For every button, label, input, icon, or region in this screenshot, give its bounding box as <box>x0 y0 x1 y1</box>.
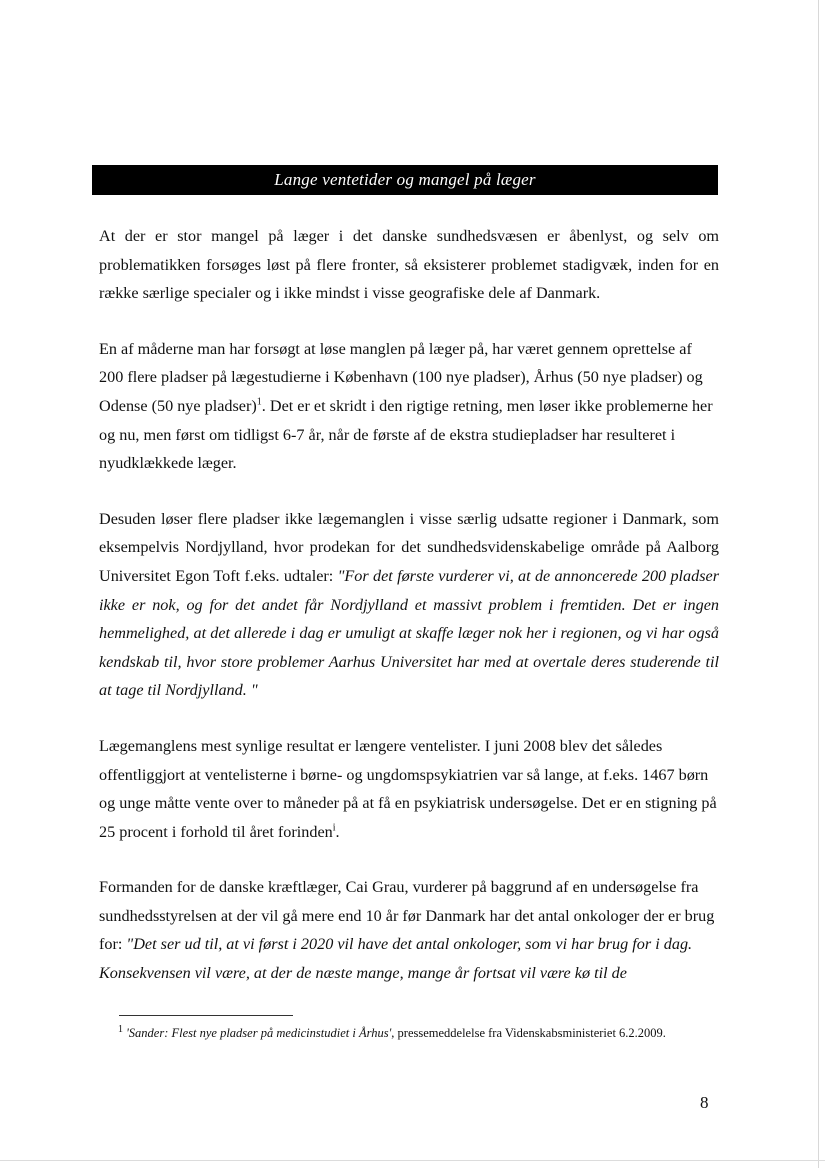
scan-edge-line <box>0 1160 825 1161</box>
paragraph-text: . Det er et skridt i den rigtige retning, men løser ikke problemerne her og nu, men først om tidligst 6-7 år, når de første af de ekstra studiepladser har resulteret i nyudklækkede læger. <box>99 396 713 473</box>
quote-text: "Det ser ud til, at vi først i 2020 vil have det antal onkologer, som vi har brug for i dag. Konsekvensen vil være, at der de næste mange, mange år fortsat vil være kø til de <box>99 935 693 983</box>
footnote-separator <box>119 1015 293 1016</box>
paragraph-text: At der er stor mangel på læger i det danske sundhedsvæsen er åbenlyst, og selv om problematikken forsøges løst på flere fronter, så eksisterer problemet stadigvæk, inden for en række særlige specialer og i ikke mindst i visse geografiske dele af Danmark. <box>99 227 719 303</box>
paragraph-1 <box>99 222 719 308</box>
section-heading: Lange ventetider og mangel på læger <box>92 165 718 195</box>
body-text <box>99 222 719 1015</box>
paragraph-text: Lægemanglens mest synlige resultat er længere ventelister. I juni 2008 blev det således offentliggjort at ventelisterne i børne- og ungdomspsykiatrien var så lange, at f.eks. 1467 børn og unge måtte vente over to måneder på at få en psykiatrisk undersøgelse. Det er en stigning på 25 procent i forhold til året forinden <box>99 736 717 841</box>
footnote-text: , pressemeddelelse fra Videnskabsministeriet 6.2.2009. <box>391 1026 666 1040</box>
endnote-ref: i <box>332 822 336 834</box>
footnote <box>118 1025 738 1041</box>
paragraph-text: . <box>335 822 340 841</box>
paragraph-text: Desuden løser flere pladser ikke lægemanglen i visse særlig udsatte regioner i Danmark, som eksempelvis Nordjylland, hvor prodekan for det sundhedsvidenskabelige område på Aalborg Universitet Egon Toft f.eks. udtaler: <box>99 509 719 585</box>
paragraph-2 <box>99 335 719 478</box>
footnote-ref: 1 <box>256 396 262 408</box>
paragraph-4 <box>99 732 719 846</box>
paragraph-5 <box>99 873 719 987</box>
footnote-marker: 1 <box>118 1023 123 1035</box>
paragraph-text: Formanden for de danske kræftlæger, Cai Grau, vurderer på baggrund af en undersøgelse fra sundhedsstyrelsen at der vil gå mere end 10 år før Danmark har det antal onkologer der er brug for: <box>99 878 715 954</box>
scan-edge-line <box>818 0 819 1168</box>
page-number: 8 <box>700 1093 709 1112</box>
quote-text: "For det første vurderer vi, at de annoncerede 200 pladser ikke er nok, og for det andet får Nordjylland et massivt problem i fremtiden. Det er ingen hemmelighed, at det allerede i dag er umuligt at skaffe læger nok her i regionen, og vi har også kendskab til, hvor store problemer Aarhus Universitet har med at overtale deres studerende til at tage til Nordjylland. " <box>99 566 720 700</box>
paragraph-3 <box>99 505 719 705</box>
paragraph-text: En af måderne man har forsøgt at løse manglen på læger på, har været gennem oprettelse af 200 flere pladser på lægestudierne i København (100 nye pladser), Århus (50 nye pladser) og Odense (50 nye pladser) <box>99 339 703 415</box>
footnote-title: 'Sander: Flest nye pladser på medicinstudiet i Århus' <box>126 1026 392 1040</box>
